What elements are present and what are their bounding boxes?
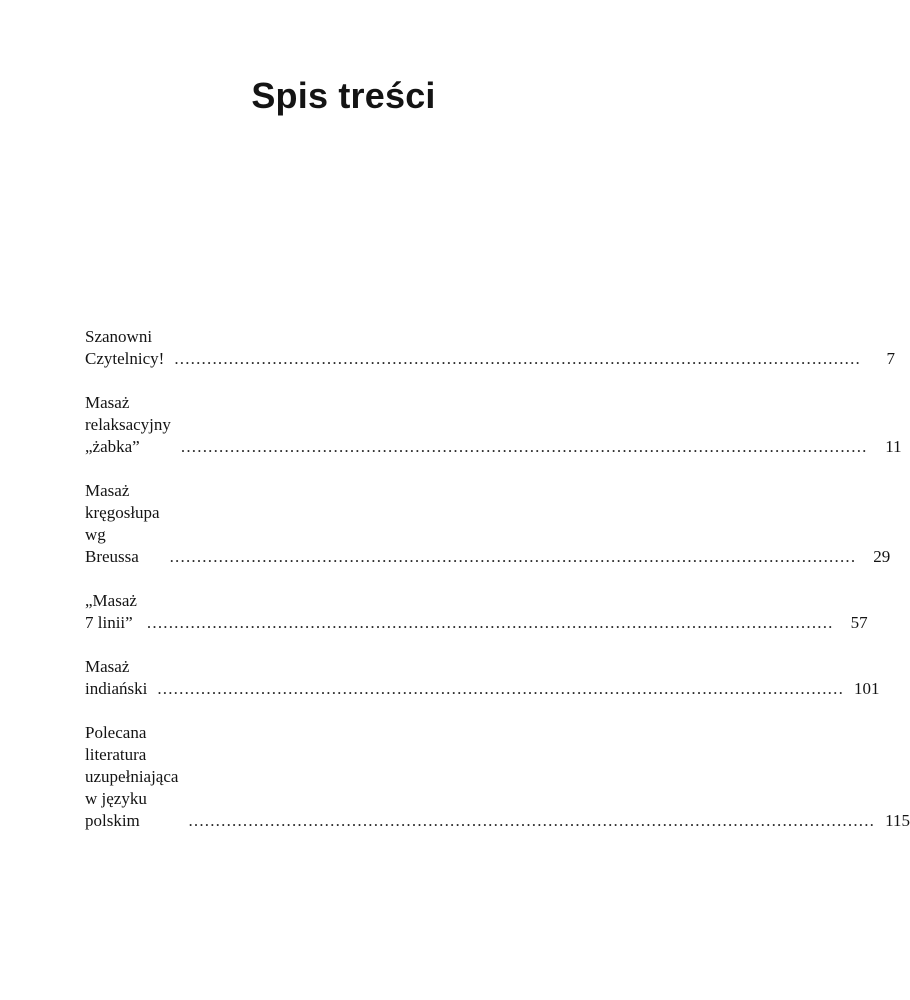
page-title: Spis treści [251, 75, 436, 116]
toc-entry-label: Polecana literatura uzupełniająca w języku polskim [85, 723, 179, 830]
toc-entry-label: Masaż kręgosłupa wg Breussa [85, 481, 160, 566]
dot-leader: .............................................................................................................................. [174, 349, 862, 368]
toc-entry-page-number: 115 [885, 811, 910, 830]
toc-entry[interactable] [85, 480, 891, 568]
toc-entry[interactable] [85, 326, 896, 370]
dot-leader: .............................................................................................................................. [180, 437, 868, 456]
toc-entry-label: Szanowni Czytelnicy! [85, 327, 165, 368]
toc-entry-page-number: 57 [850, 613, 868, 632]
toc-entry-label: Masaż indiański [85, 657, 148, 698]
table-of-contents [85, 326, 910, 854]
toc-entry-page-number: 11 [885, 437, 902, 456]
toc-entry-label: „Masaż 7 linii” [85, 591, 137, 632]
dot-leader: .............................................................................................................................. [157, 679, 845, 698]
dot-leader: .............................................................................................................................. [188, 811, 876, 830]
toc-entry-page-number: 101 [854, 679, 880, 698]
toc-entry[interactable] [85, 722, 910, 832]
toc-entry[interactable] [85, 656, 880, 700]
toc-entry[interactable] [85, 392, 902, 458]
dot-leader: .............................................................................................................................. [169, 547, 857, 566]
toc-entry-page-number: 7 [886, 349, 896, 368]
dot-leader: .............................................................................................................................. [146, 613, 834, 632]
toc-entry-label: Masaż relaksacyjny „żabka” [85, 393, 171, 456]
toc-entry[interactable] [85, 590, 868, 634]
toc-entry-page-number: 29 [873, 547, 891, 566]
